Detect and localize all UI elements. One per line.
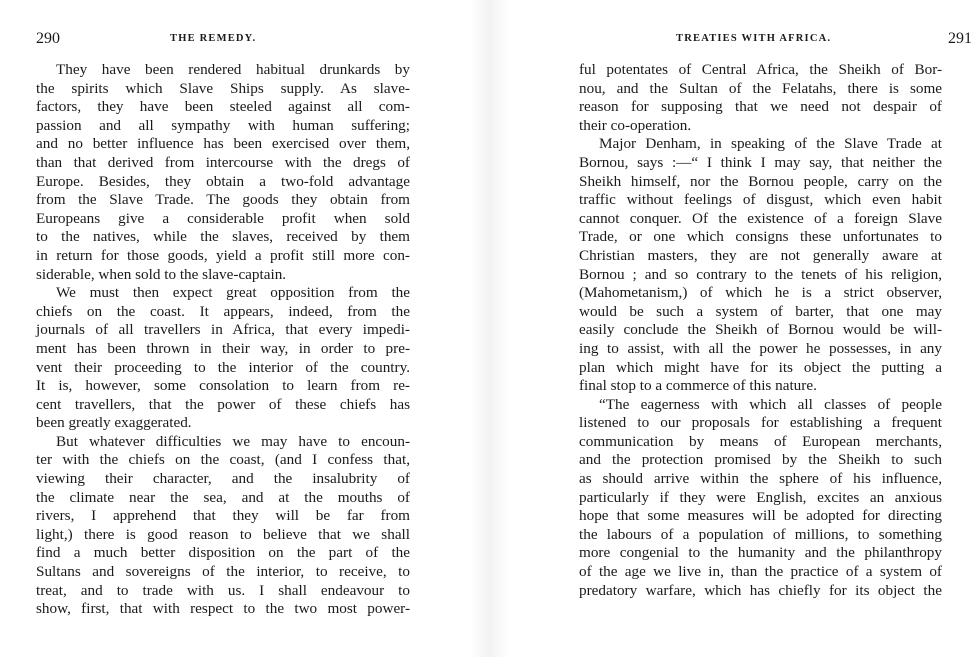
text-line: rivers, I apprehend that they will be far from — [36, 507, 410, 525]
text-line: plan which might have for its object the putting a — [579, 358, 942, 376]
left-running-head: THE REMEDY. — [170, 33, 257, 44]
text-line: Major Denham, in speaking of the Slave Trade at — [599, 135, 942, 153]
text-line: passion and all sympathy with human suffering; — [36, 116, 410, 134]
text-line: and the protection promised by the Sheikh to such — [579, 451, 942, 469]
text-line: They have been rendered habitual drunkards by — [56, 61, 410, 78]
text-line: Trade, or one which consigns these unfortunates to — [579, 228, 942, 246]
right-page-body — [579, 61, 942, 600]
text-line: final stop to a commerce of this nature. — [579, 377, 817, 395]
text-line: ter with the chiefs on the coast, (and I confess that, — [36, 451, 410, 469]
text-line: Bornou, says :—“ I think I may say, that neither the — [579, 153, 942, 171]
text-line: show, first, that with respect to the two most power- — [36, 600, 410, 618]
text-line: chiefs on the coast. It appears, indeed, from the — [36, 302, 410, 320]
text-line: Sheikh himself, nor the Bornou people, carry on the — [579, 172, 942, 190]
text-line: Bornou ; and so contrary to the tenets of his religion, — [579, 265, 942, 283]
text-line: than that derived from intercourse with the dregs of — [36, 153, 410, 171]
text-line: light,) there is good reason to believe that we shall — [36, 525, 410, 543]
text-line: communication by means of European merchants, — [579, 432, 942, 450]
text-line: Sultans and sovereigns of the interior, to receive, to — [36, 563, 410, 581]
text-line: more congenial to the humanity and the philanthropy — [579, 544, 942, 562]
text-line: ful potentates of Central Africa, the Sheikh of Bor- — [579, 61, 942, 78]
text-line: easily conclude the Sheikh of Bornou would be will- — [579, 321, 942, 339]
text-line: in return for those goods, yield a profit still more con- — [36, 246, 410, 264]
text-line: Europeans give a considerable profit when sold — [36, 209, 410, 227]
text-line: treat, and to trade with us. I shall endeavour to — [36, 581, 410, 599]
text-line: ing to assist, with all the power he possesses, in any — [579, 339, 942, 357]
text-line: cannot conquer. Of the existence of a foreign Slave — [579, 209, 942, 227]
text-line: been greatly exaggerated. — [36, 414, 192, 432]
text-line: siderable, when sold to the slave-captain. — [36, 265, 287, 283]
text-line: traffic without feelings of disgust, which even habit — [579, 191, 942, 209]
text-line: and no better influence has been exercised over them, — [36, 135, 410, 153]
text-line: to the natives, while the slaves, received by them — [36, 228, 410, 246]
left-page-header — [36, 30, 416, 50]
right-page-header — [578, 30, 972, 50]
text-line: viewing their character, and the insalubrity of — [36, 470, 410, 488]
text-line: nou, and the Sultan of the Felatahs, there is some — [579, 79, 942, 97]
text-line: Christian masters, they are not generally aware at — [579, 246, 942, 264]
text-line: But whatever difficulties we may have to encoun- — [56, 432, 410, 450]
right-running-head: TREATIES WITH AFRICA. — [676, 33, 832, 44]
text-line: as should arrive within the sphere of his influence, — [579, 470, 942, 488]
text-line: journals of all travellers in Africa, that every impedi- — [36, 321, 410, 339]
text-line: would be such a system of barter, that one may — [579, 302, 942, 320]
right-page-number: 291 — [948, 30, 972, 47]
left-page-body — [36, 61, 410, 619]
text-line: cent travellers, that the power of these chiefs has — [36, 395, 410, 413]
text-line: Europe. Besides, they obtain a two-fold advantage — [36, 172, 410, 190]
text-line: particularly if they were English, excites an anxious — [579, 488, 942, 506]
left-page-number: 290 — [36, 30, 60, 47]
text-line: find a much better disposition on the part of the — [36, 544, 410, 562]
text-line: It is, however, some consolation to learn from re- — [36, 377, 410, 395]
text-line: reason for supposing that we need not despair of — [579, 98, 942, 116]
text-line: ment has been thrown in their way, in order to pre- — [36, 339, 410, 357]
text-line: hope that some measures will be adopted for directing — [579, 507, 942, 525]
text-line: from the Slave Trade. The goods they obtain from — [36, 191, 410, 209]
text-line: factors, they have been steeled against all com- — [36, 98, 410, 116]
text-line: vent their proceeding to the interior of the country. — [36, 358, 410, 376]
text-line: the climate near the sea, and at the mouths of — [36, 488, 410, 506]
right-page — [510, 0, 980, 657]
text-line: the labours of a population of millions, to something — [579, 525, 942, 543]
left-page — [0, 0, 470, 657]
text-line: their co-operation. — [579, 116, 692, 134]
text-line: “The eagerness with which all classes of people — [599, 395, 942, 413]
text-line: the spirits which Slave Ships supply. As slave- — [36, 79, 410, 97]
text-line: listened to our proposals for establishing a frequent — [579, 414, 942, 432]
text-line: We must then expect great opposition from the — [56, 284, 410, 302]
text-line: predatory warfare, which has chiefly for its object the — [579, 581, 942, 599]
text-line: (Mahometanism,) of which he is a strict observer, — [579, 284, 942, 302]
text-line: of the age we live in, than the practice of a system of — [579, 563, 942, 581]
book-gutter — [470, 0, 510, 657]
